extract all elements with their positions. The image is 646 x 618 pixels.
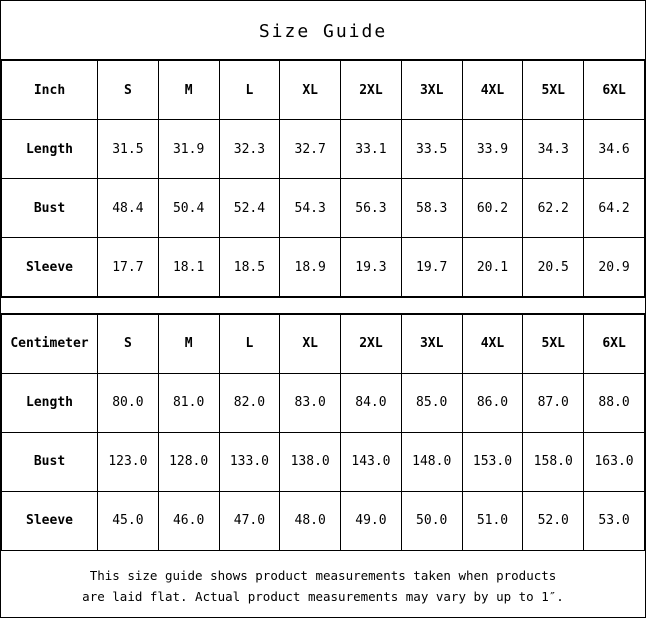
measurement-cell: 86.0 xyxy=(462,373,523,432)
page-title: Size Guide xyxy=(258,21,388,42)
measurement-cell: 32.7 xyxy=(280,120,341,179)
inch-size-table xyxy=(1,60,645,297)
size-header: XL xyxy=(280,314,341,373)
measurement-cell: 138.0 xyxy=(280,432,341,491)
size-header: S xyxy=(98,314,159,373)
measurement-cell: 33.9 xyxy=(462,120,523,179)
measurement-cell: 58.3 xyxy=(401,179,462,238)
measurement-cell: 50.0 xyxy=(401,491,462,550)
measurement-cell: 18.9 xyxy=(280,238,341,297)
size-header: 3XL xyxy=(401,61,462,120)
size-header: 6XL xyxy=(584,314,645,373)
table-row xyxy=(2,432,645,491)
table-header-row xyxy=(2,314,645,373)
measurement-cell: 18.1 xyxy=(158,238,219,297)
measurement-cell: 88.0 xyxy=(584,373,645,432)
measurement-cell: 48.4 xyxy=(98,179,159,238)
centimeter-table-block xyxy=(1,314,645,551)
unit-label: Inch xyxy=(2,61,98,120)
measurement-cell: 143.0 xyxy=(341,432,402,491)
measurement-cell: 53.0 xyxy=(584,491,645,550)
measurement-cell: 83.0 xyxy=(280,373,341,432)
size-header: S xyxy=(98,61,159,120)
measurement-cell: 56.3 xyxy=(341,179,402,238)
size-header: XL xyxy=(280,61,341,120)
size-header: 3XL xyxy=(401,314,462,373)
measurement-cell: 84.0 xyxy=(341,373,402,432)
measurement-cell: 80.0 xyxy=(98,373,159,432)
size-header: M xyxy=(158,61,219,120)
table-row xyxy=(2,120,645,179)
size-header: 2XL xyxy=(341,314,402,373)
measurement-cell: 87.0 xyxy=(523,373,584,432)
table-header-row xyxy=(2,61,645,120)
table-row xyxy=(2,238,645,297)
measurement-cell: 33.5 xyxy=(401,120,462,179)
measurement-cell: 85.0 xyxy=(401,373,462,432)
measurement-cell: 45.0 xyxy=(98,491,159,550)
measurement-cell: 81.0 xyxy=(158,373,219,432)
size-header: L xyxy=(219,61,280,120)
measurement-cell: 46.0 xyxy=(158,491,219,550)
measurement-cell: 34.3 xyxy=(523,120,584,179)
measurement-cell: 128.0 xyxy=(158,432,219,491)
row-label: Sleeve xyxy=(2,491,98,550)
measurement-cell: 52.4 xyxy=(219,179,280,238)
measurement-cell: 54.3 xyxy=(280,179,341,238)
size-header: 4XL xyxy=(462,314,523,373)
size-header: 5XL xyxy=(523,314,584,373)
measurement-cell: 32.3 xyxy=(219,120,280,179)
size-header: 6XL xyxy=(584,61,645,120)
table-separator xyxy=(1,297,645,314)
size-header: 5XL xyxy=(523,61,584,120)
size-header: M xyxy=(158,314,219,373)
measurement-cell: 52.0 xyxy=(523,491,584,550)
measurement-cell: 163.0 xyxy=(584,432,645,491)
row-label: Length xyxy=(2,120,98,179)
measurement-cell: 47.0 xyxy=(219,491,280,550)
measurement-cell: 123.0 xyxy=(98,432,159,491)
measurement-cell: 19.3 xyxy=(341,238,402,297)
measurement-cell: 62.2 xyxy=(523,179,584,238)
measurement-cell: 158.0 xyxy=(523,432,584,491)
measurement-cell: 20.9 xyxy=(584,238,645,297)
measurement-cell: 31.5 xyxy=(98,120,159,179)
note-line-1: This size guide shows product measurements taken when products xyxy=(89,567,557,583)
measurement-cell: 82.0 xyxy=(219,373,280,432)
centimeter-size-table xyxy=(1,314,645,551)
unit-label: Centimeter xyxy=(2,314,98,373)
measurement-cell: 50.4 xyxy=(158,179,219,238)
table-row xyxy=(2,373,645,432)
row-label: Bust xyxy=(2,432,98,491)
size-header: 2XL xyxy=(341,61,402,120)
measurement-cell: 20.1 xyxy=(462,238,523,297)
measurement-cell: 17.7 xyxy=(98,238,159,297)
measurement-cell: 133.0 xyxy=(219,432,280,491)
measurement-cell: 49.0 xyxy=(341,491,402,550)
measurement-cell: 34.6 xyxy=(584,120,645,179)
measurement-cell: 60.2 xyxy=(462,179,523,238)
size-header: 4XL xyxy=(462,61,523,120)
row-label: Bust xyxy=(2,179,98,238)
measurement-cell: 31.9 xyxy=(158,120,219,179)
measurement-cell: 51.0 xyxy=(462,491,523,550)
measurement-cell: 64.2 xyxy=(584,179,645,238)
measurement-cell: 18.5 xyxy=(219,238,280,297)
size-header: L xyxy=(219,314,280,373)
size-guide-note xyxy=(1,551,645,618)
table-row xyxy=(2,179,645,238)
measurement-cell: 19.7 xyxy=(401,238,462,297)
row-label: Sleeve xyxy=(2,238,98,297)
note-line-2: are laid flat. Actual product measurements may vary by up to 1″. xyxy=(82,588,564,604)
measurement-cell: 48.0 xyxy=(280,491,341,550)
row-label: Length xyxy=(2,373,98,432)
measurement-cell: 153.0 xyxy=(462,432,523,491)
measurement-cell: 148.0 xyxy=(401,432,462,491)
table-row xyxy=(2,491,645,550)
inch-table-block xyxy=(1,59,645,297)
measurement-cell: 20.5 xyxy=(523,238,584,297)
measurement-cell: 33.1 xyxy=(341,120,402,179)
